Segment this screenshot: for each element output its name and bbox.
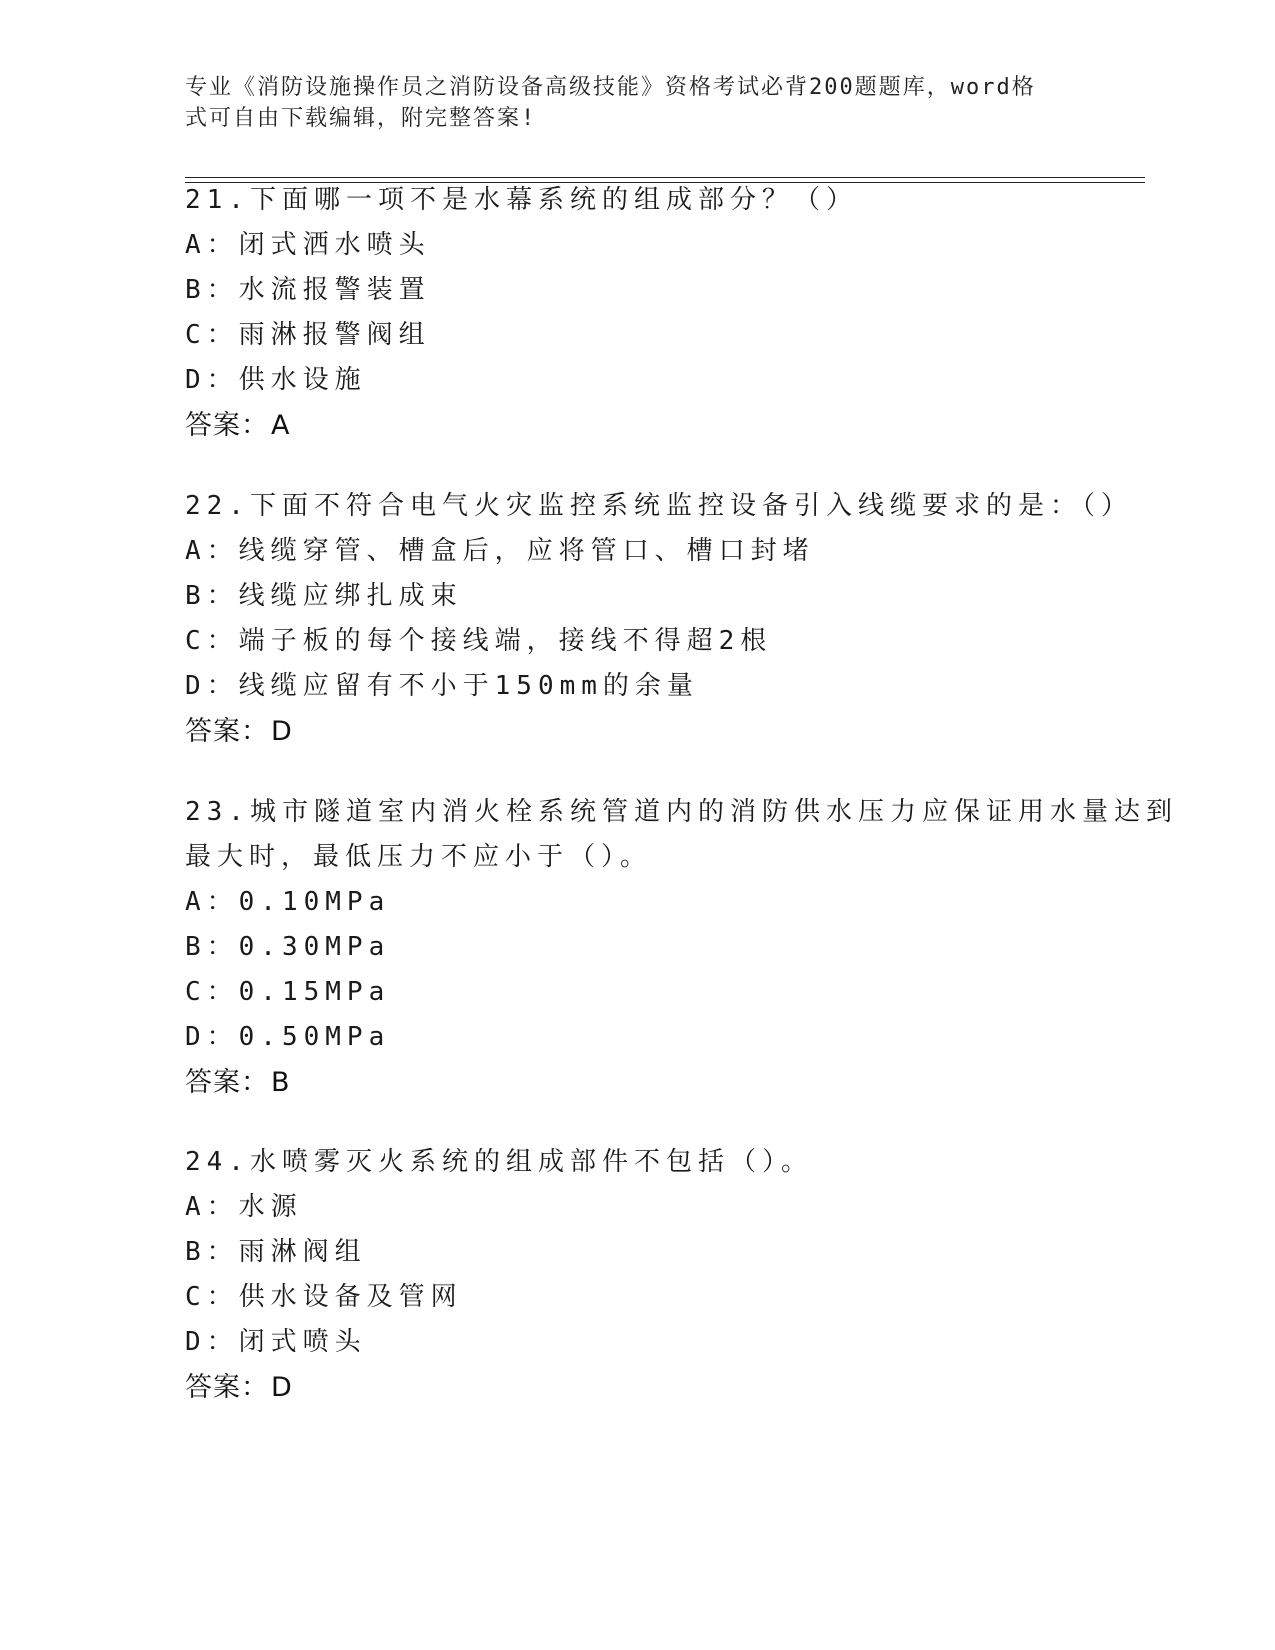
option-d: D：供水设施	[185, 365, 367, 395]
option-a: A：闭式洒水喷头	[185, 230, 431, 260]
option-d: D：闭式喷头	[185, 1327, 367, 1357]
question-22	[185, 484, 1133, 754]
option-c: C：端子板的每个接线端，接线不得超2根	[185, 626, 773, 656]
question-stem: 24.水喷雾灭火系统的组成部件不包括（）。	[185, 1147, 813, 1177]
question-stem: 22.下面不符合电气火灾监控系统监控设备引入线缆要求的是：（）	[185, 491, 1133, 521]
option-d: D：0.50MPa	[185, 1022, 391, 1052]
answer-value: D	[271, 1372, 293, 1403]
option-b: B：雨淋阀组	[185, 1237, 367, 1267]
option-c: C：雨淋报警阀组	[185, 320, 431, 350]
question-21	[185, 178, 1085, 448]
answer-value: A	[271, 410, 291, 441]
option-d: D：线缆应留有不小于150mm的余量	[185, 671, 699, 701]
header-line-1: 专业《消防设施操作员之消防设备高级技能》资格考试必背200题题库，word格	[185, 75, 1036, 100]
answer-line	[185, 1365, 1085, 1410]
option-b: B：线缆应绑扎成束	[185, 581, 463, 611]
question-24	[185, 1140, 1085, 1410]
answer-label: 答案：	[185, 1372, 269, 1403]
question-stem: 21.下面哪一项不是水幕系统的组成部分？（）	[185, 185, 858, 215]
answer-line	[185, 709, 1085, 754]
answer-label: 答案：	[185, 716, 269, 747]
answer-line	[185, 1060, 1085, 1105]
answer-value: D	[271, 716, 293, 747]
option-c: C：0.15MPa	[185, 977, 391, 1007]
question-stem-line-2: 最大时，最低压力不应小于（）。	[185, 842, 653, 872]
header-line-2: 式可自由下载编辑，附完整答案!	[185, 106, 537, 131]
option-b: B：0.30MPa	[185, 932, 391, 962]
option-a: A：线缆穿管、槽盒后，应将管口、槽口封堵	[185, 536, 815, 566]
document-header	[185, 72, 1075, 134]
answer-label: 答案：	[185, 410, 269, 441]
answer-line	[185, 403, 1085, 448]
option-a: A：水源	[185, 1192, 303, 1222]
option-a: A：0.10MPa	[185, 887, 391, 917]
answer-label: 答案：	[185, 1067, 269, 1098]
question-23	[185, 790, 1178, 1105]
option-c: C：供水设备及管网	[185, 1282, 463, 1312]
answer-value: B	[271, 1067, 291, 1098]
question-stem-line-1: 23.城市隧道室内消火栓系统管道内的消防供水压力应保证用水量达到	[185, 797, 1178, 827]
option-b: B：水流报警装置	[185, 275, 431, 305]
